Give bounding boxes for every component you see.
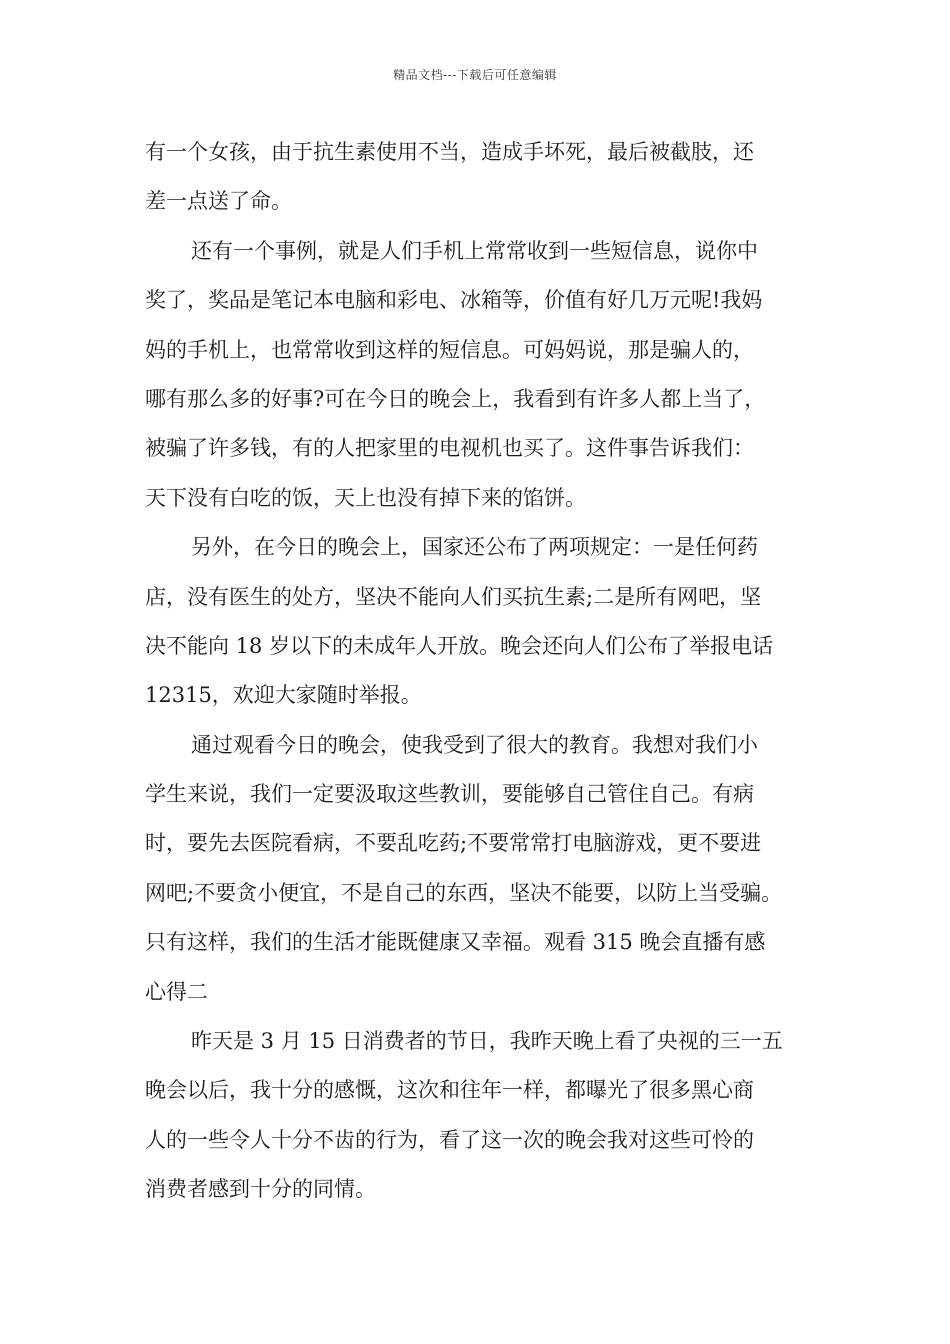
text-line: 有一个女孩，由于抗生素使用不当，造成手坏死，最后被截肢，还 bbox=[145, 140, 754, 164]
text-line: 通过观看今日的晚会，使我受到了很大的教育。我想对我们小 bbox=[191, 732, 758, 757]
text-line: 另外，在今日的晚会上，国家还公布了两项规定：一是任何药 bbox=[191, 535, 758, 560]
text-line: 还有一个事例，就是人们手机上常常收到一些短信息，说你中 bbox=[191, 238, 758, 263]
text-line: 只有这样，我们的生活才能既健康又幸福。观看 315 晚会直播有感 bbox=[145, 930, 766, 955]
text-line: 妈的手机上，也常常收到这样的短信息。可妈妈说，那是骗人的， bbox=[145, 337, 754, 362]
text-line: 心得二 bbox=[145, 979, 208, 1004]
text-line: 决不能向 18 岁以下的未成年人开放。晚会还向人们公布了举报电话 bbox=[145, 633, 774, 658]
text-line: 哪有那么多的好事?可在今日的晚会上，我看到有许多人都上当了， bbox=[145, 386, 766, 411]
text-line: 12315，欢迎大家随时举报。 bbox=[145, 683, 422, 708]
text-line: 时，要先去医院看病，不要乱吃药;不要常常打电脑游戏，更不要进 bbox=[145, 831, 762, 856]
text-line: 网吧;不要贪小便宜，不是自己的东西，坚决不能要，以防上当受骗。 bbox=[145, 880, 783, 905]
text-line: 被骗了许多钱，有的人把家里的电视机也买了。这件事告诉我们： bbox=[145, 436, 754, 461]
text-line: 奖了，奖品是笔记本电脑和彩电、冰箱等，价值有好几万元呢!我妈 bbox=[145, 288, 763, 313]
text-line: 晚会以后，我十分的感慨，这次和往年一样，都曝光了很多黑心商 bbox=[145, 1078, 754, 1103]
page-header: 精品文档---下载后可任意编辑 bbox=[393, 68, 557, 82]
text-line: 天下没有白吃的饭，天上也没有掉下来的馅饼。 bbox=[145, 485, 586, 510]
text-line: 学生来说，我们一定要汲取这些教训，要能够自己管住自己。有病 bbox=[145, 782, 754, 807]
text-line: 昨天是 3 月 15 日消费者的节日，我昨天晚上看了央视的三一五 bbox=[191, 1029, 783, 1054]
text-line: 店，没有医生的处方，坚决不能向人们买抗生素;二是所有网吧，坚 bbox=[145, 584, 762, 609]
text-line: 消费者感到十分的同情。 bbox=[145, 1177, 376, 1202]
body-text bbox=[145, 128, 825, 1215]
text-line: 差一点送了命。 bbox=[145, 189, 292, 214]
text-line: 人的一些令人十分不齿的行为，看了这一次的晚会我对这些可怜的 bbox=[145, 1127, 754, 1152]
